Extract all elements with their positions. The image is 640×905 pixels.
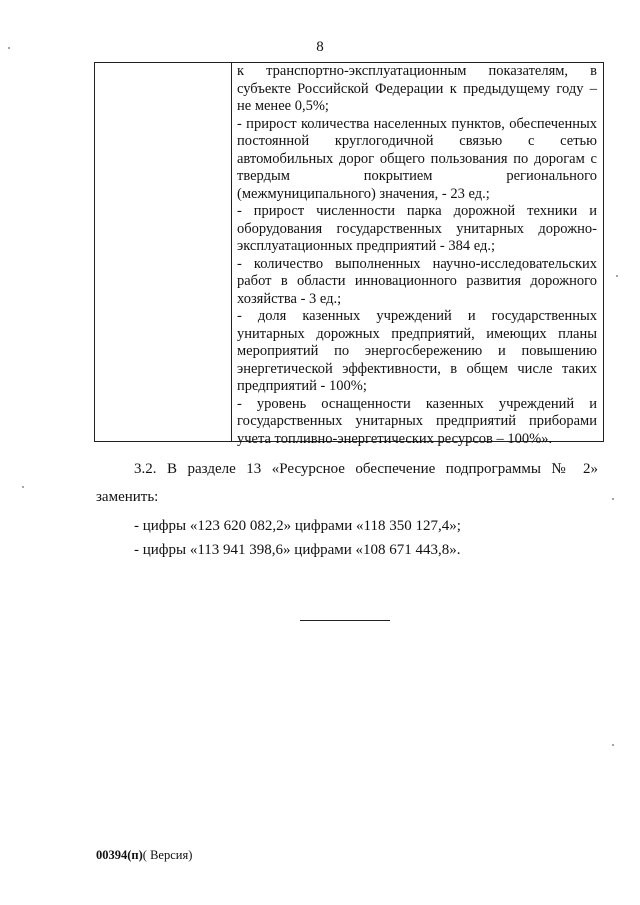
replacement-item: - цифры «123 620 082,2» цифрами «118 350 127,4»; (134, 518, 461, 534)
section-heading-continuation: заменить: (96, 489, 159, 505)
document-footer (96, 848, 192, 863)
indicators-table (94, 62, 604, 447)
scan-speck (612, 744, 614, 746)
table-cell-paragraph: - доля казенных учреждений и государственных унитарных дорожных предприятий, имеющих планы мероприятий по энергосбережению и повышению энергетической эффективности, в общем числе таких предприятий - 100%; (237, 308, 597, 394)
scan-speck (22, 486, 24, 488)
table-cell-paragraph: - количество выполненных научно-исследовательских работ в области инновационного развития дорожного хозяйства - 3 ед.; (237, 255, 597, 307)
section-paragraph (0, 459, 640, 507)
table-right-cell (237, 63, 597, 448)
replacement-item: - цифры «113 941 398,6» цифрами «108 671 443,8». (134, 542, 461, 558)
scan-speck (612, 498, 614, 500)
table-column-divider (231, 63, 232, 441)
table-cell-paragraph: - уровень оснащенности казенных учреждений и государственных унитарных предприятий приборами учета топливно-энергетических ресурсов – 100%». (237, 395, 597, 447)
table-cell-paragraph: - прирост численности парка дорожной техники и оборудования государственных унитарных дорожно-эксплуатационных предприятий - 384 ед.; (237, 203, 597, 254)
table-cell-paragraph: к транспортно-эксплуатационным показателям, в субъекте Российской Федерации к предыдущему году – не менее 0,5%; (237, 63, 597, 114)
scan-speck (8, 47, 10, 49)
document-version: ( Версия) (142, 848, 193, 862)
page-number: 8 (316, 39, 324, 55)
scan-speck (616, 275, 618, 277)
table-cell-paragraph: - прирост количества населенных пунктов, обеспеченных постоянной круглогодичной связью с сетью автомобильных дорог общего пользования по дорогам с твердым покрытием регионального (межмуниципального) значения, - 23 ед.; (237, 115, 597, 202)
closing-rule (300, 620, 390, 621)
section-heading: 3.2. В разделе 13 «Ресурсное обеспечение подпрограммы № 2» (134, 461, 598, 477)
document-code: 00394(п) (96, 848, 143, 862)
